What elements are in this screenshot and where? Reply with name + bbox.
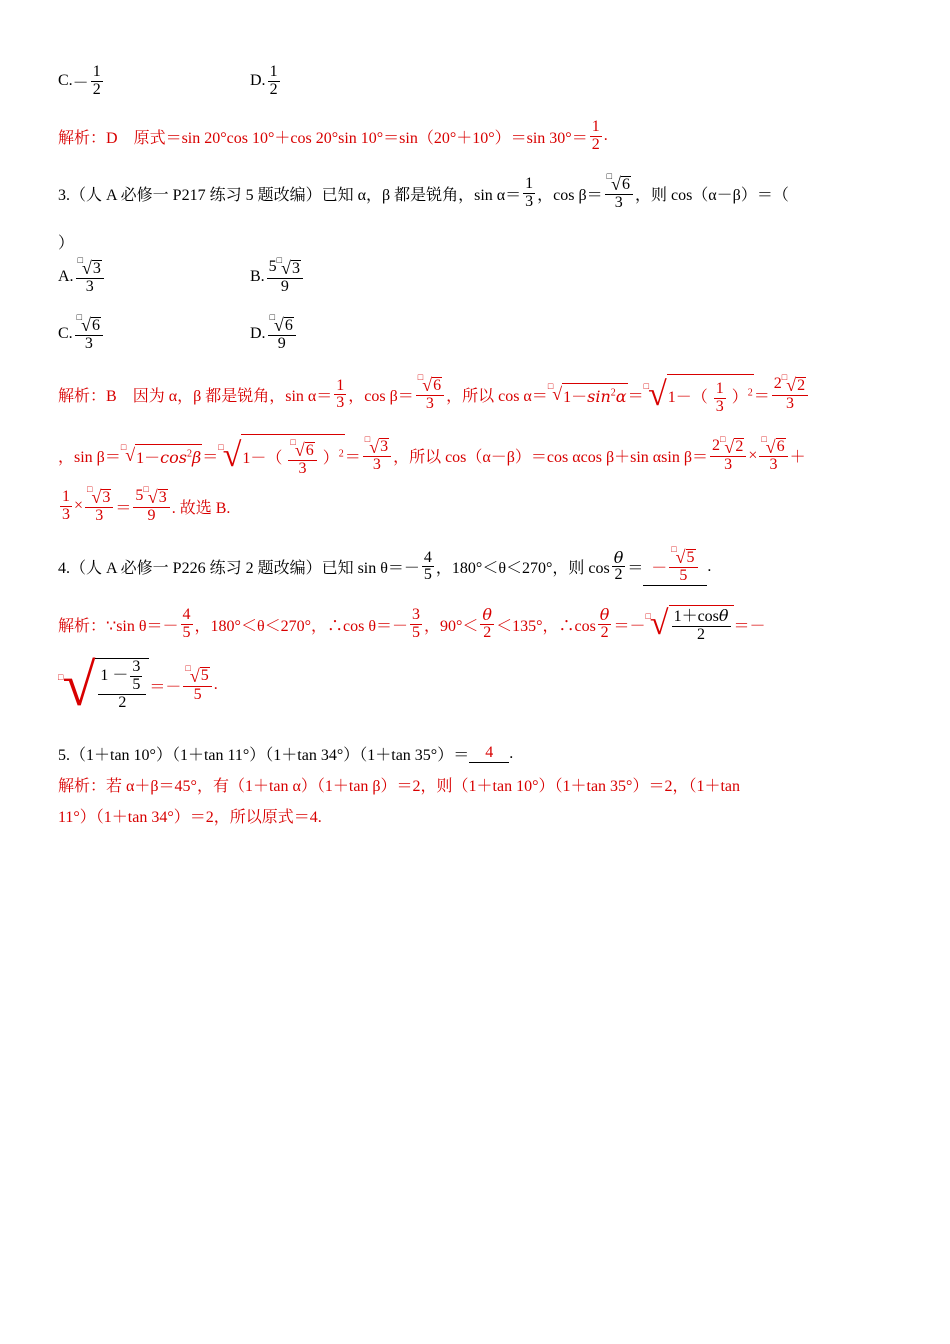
q3-solution-line1: 解析： B 因为 α，β 都是锐角，sin α＝ $\frac{1}{3}$ ，cos β＝ □ √ 6 3 ，所以 cos α＝ □ √ $1-\sin^2\alpha$ ＝ □ √ 1－（ $\frac{1}{3}$ ）$^2$ ＝ 2 □ √ 2 3 (58, 374, 810, 416)
q3-options-ab (58, 255, 300, 296)
q3-stem-text-b: ，cos β＝ (537, 186, 603, 204)
q2-solution-end: . (603, 127, 608, 145)
q3-solution-label: 解析： (58, 388, 107, 406)
q3-options-cd (58, 312, 293, 353)
q4-solution-line1: 解析： ∵sin θ＝－ $\frac{4}{5}$ ，180°＜θ＜270°，∴cos θ＝－ $\frac{3}{5}$ ，90°＜ $\frac{\theta}{2}$ ＜135°，∴cos $\frac{\theta}{2}$ ＝－ □ √ $\frac{1+\cos\theta}{2}$ ＝－ (58, 605, 766, 643)
q2-options-row (58, 63, 278, 99)
q3-option-a-label: A. (58, 268, 74, 286)
q5-stem: 5.（1＋tan 10°）（1＋tan 11°）（1＋tan 34°）（1＋tan 35°）＝ 4 . (58, 744, 514, 764)
q3-stem-sin-fraction: $\frac{1}{3}$ (525, 175, 534, 210)
q3-stem-text-c: ，则 cos（α－β）＝（ (634, 186, 789, 204)
q3-stem-close: ） (58, 235, 75, 252)
q2-option-d: D. $\frac{1}{2}$ (250, 63, 278, 98)
q3-solution-line3: $\frac{1}{3}$ × □ √ 3 3 ＝ 5 □ √ 3 9 . 故选 B. (62, 484, 231, 524)
q2-solution (58, 119, 608, 154)
q3-stem-cos-fraction: □ √ 6 3 (605, 175, 633, 212)
q5-solution-line2: 11°）（1＋tan 34°）＝2，所以原式＝4. (58, 809, 322, 826)
q2-option-c-sign: － (72, 74, 89, 92)
q3-option-b: B. 5 □ √ 3 9 (250, 259, 305, 296)
q2-solution-text: D 原式＝sin 20°cos 10°＋cos 20°sin 10°＝sin（20°＋10°）＝sin 30°＝ (106, 129, 588, 147)
q4-stem: 4.（人 A 必修一 P226 练习 2 题改编）已知 sin θ＝－ $\frac{4}{5}$ ，180°＜θ＜270°，则 cos $\frac{\theta}{2}$ ＝ － □ √ 5 5 . (58, 544, 712, 584)
q2-option-c-fraction: $\frac{1}{2}$ (92, 63, 101, 98)
q2-solution-label: 解析： (58, 129, 107, 147)
q4-solution-label: 解析： (58, 617, 107, 635)
q3-stem (58, 171, 789, 212)
q3-option-c-label: C. (58, 325, 73, 343)
q3-option-d: D. □ √ 6 9 (250, 316, 298, 353)
q3-option-c-fraction: □ √ 6 3 (75, 316, 103, 353)
q5-solution-label: 解析： (58, 778, 107, 795)
q5-answer-blank: 4 (469, 744, 509, 763)
q3-option-a-fraction: □ √ 3 3 (76, 259, 104, 296)
q3-stem-text-a: 3.（人 A 必修一 P217 练习 5 题改编）已知 α，β 都是锐角，sin α＝ (58, 186, 522, 204)
q4-answer-blank: － □ √ 5 5 (643, 548, 707, 586)
q2-solution-fraction: $\frac{1}{2}$ (591, 118, 600, 153)
q3-solution-line2: ，sin β＝ □ √ $1-\cos^2\beta$ ＝ □ √ 1－（ □ √ 6 3 ）$^2$ ＝ □ √ 3 3 ，所以 cos（α－β）＝cos αcos β＋sin αsin β＝ 2 □ √ 2 3 × □ √ 6 3 ＋ (58, 433, 806, 477)
q2-option-c-label: C. (58, 72, 73, 90)
q5-solution-line1: 解析： 若 α＋β＝45°，有（1＋tan α）（1＋tan β）＝2，则（1＋tan 10°）（1＋tan 35°）＝2，（1＋tan (58, 773, 740, 796)
q4-solution-line2: □ √ 1 － $\frac{3}{5}$ 2 ＝－ □ √ 5 5 . (58, 652, 218, 718)
